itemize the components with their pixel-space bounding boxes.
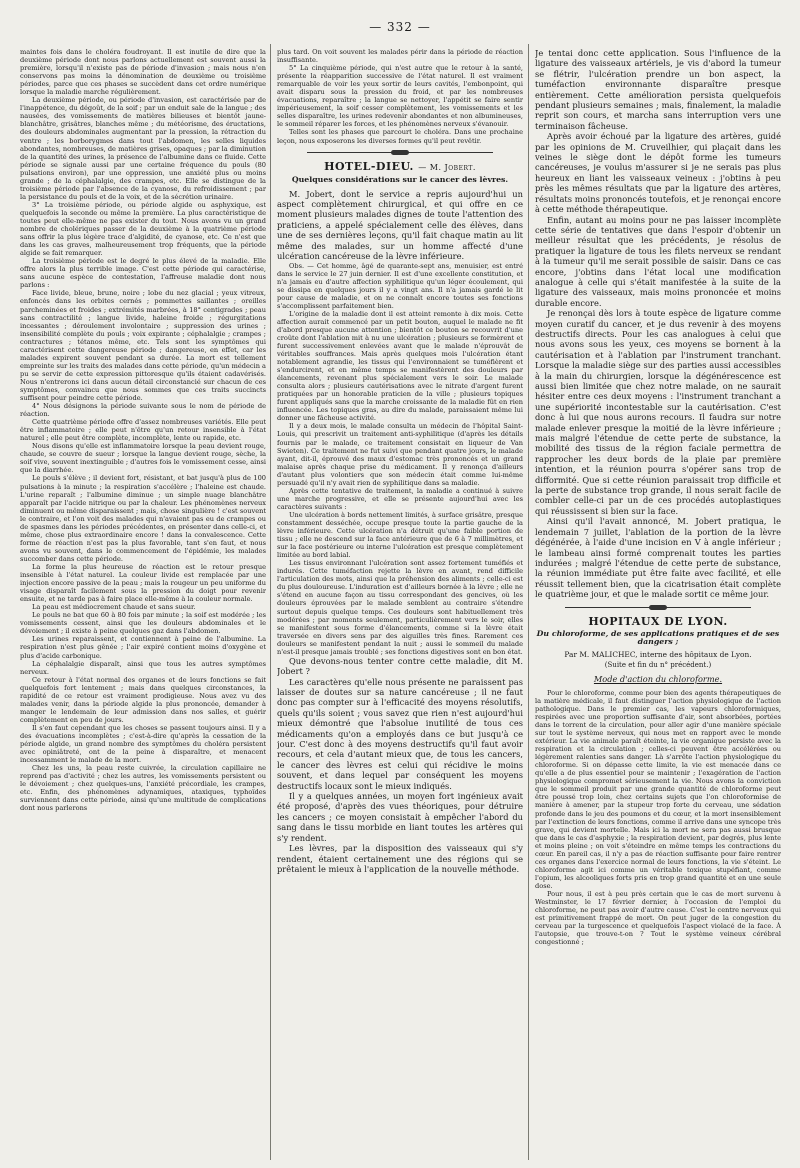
continuation-note: (Suite et fin du n° précédent.)	[604, 660, 712, 669]
byline: Par M. MALICHEC, interne des hôpitaux de Lyon.	[564, 649, 752, 659]
paragraph: Le pouls ne bat que 60 à 80 fois par minute ; la soif est modérée ; les vomissements cessent, ainsi que les douleurs abdominales et le dévoiement ; il existe à peine quelques gaz dans l'abdomen.	[20, 611, 266, 636]
paragraph: Il s'en faut cependant que les choses se passent toujours ainsi. Il y a des évacuations incomplètes ; c'est-à-dire qu'après la cessation de la période algide, un grand nombre des symptômes du choléra persistent avec opiniâtreté, ont de la peine à disparaître, et menacent incessamment le malade de la mort.	[20, 723, 266, 765]
paragraph: Une ulcération à bords nettement limités, à surface grisâtre, presque constamment desséchée, occupe presque toute la partie gauche de la lèvre inférieure. Cette ulcération n'a détruit qu'une faible portion de tissu ; elle ne descend sur la face antérieure que de 6 à 7 millimètres, et sur la face postérieure ou interne l'ulcération est presque complètement limitée au bord labial.	[277, 510, 523, 560]
paragraph: L'origine de la maladie dont il est atteint remonte à dix mois. Cette affection aurait commencé par un petit bouton, auquel le malade ne fit d'abord presque aucune attention ; bientôt ce bouton se recouvrit d'une croûte dont l'ablation mit à nu une ulcération ; plusieurs se formèrent et furent successivement enlevées avant que le malade n'éprouvât de véritables souffrances. Mais après quelques mois l'ulcération étant notablement agrandie, les tissus qui l'environnaient se tuméfièrent et s'endurcirent, et en même temps se manifestèrent des douleurs par élancements, revenant plus spécialement vers le soir. Le malade consulta alors ; plusieurs cautérisations avec le nitrate d'argent furent pratiquées par un honorable praticien de la ville ; plusieurs topiques furent appliqués sans que la marche croissante de la maladie fût en rien influencée. Les topiques gras, au dire du malade, paraissaient même lui donner une fâcheuse activité.	[277, 309, 523, 423]
paragraph: Telles sont les phases que parcourt le choléra. Dans une prochaine leçon, nous exposerons les diverses formes qu'il peut revêtir.	[277, 128, 523, 145]
paragraph: Que devons-nous tenter contre cette maladie, dit M. Jobert ?	[277, 655, 523, 677]
paragraph: Ce retour à l'état normal des organes et de leurs fonctions se fait quelquefois fort lentement ; mais dans quelques circonstances, la rapidité de ce retour est vraiment prodigieuse. Nous avez vu des malades venir, dans la période algide la plus prononcée, demander à manger le lendemain de leur admission dans nos salles, et guérir complètement en peu de jours.	[20, 675, 266, 724]
column-right	[535, 48, 781, 1160]
paragraph: 4° Nous désignons la période suivante sous le nom de période de réaction.	[20, 402, 266, 419]
ornamental-divider	[565, 604, 751, 612]
paragraph: Après cette tentative de traitement, la maladie a continué à suivre une marche progressive, et elle se présente aujourd'hui avec les caractères suivants :	[277, 486, 523, 511]
lead-paragraph: M. Jobert, dont le service a repris aujourd'hui un aspect complètement chirurgical, et qui offre en ce moment plusieurs malades dignes de toute l'attention des praticiens, a appelé spécialement celle des élèves, dans une de ses dernières leçons, qu'il fait chaque matin au lit même des malades, sur un homme affecté d'une ulcération cancéreuse de la lèvre inférieure.	[277, 188, 523, 262]
paragraph: Pour le chloroforme, comme pour bien des agents thérapeutiques de la matière médicale, il faut distinguer l'action physiologique de l'action pathologique. Dans le premier cas, les vapeurs chloroformiques, respirées avec une proportion suffisante d'air, sont absorbées, portées dans le torrent de la circulation, pour aller agir d'une manière spéciale sur tout le système nerveux, qui nous met en rapport avec le monde extérieur. La vie animale paraît éteinte, la vie organique persiste avec la respiration et la circulation ; celles-ci peuvent être accélérées ou légèrement ralenties sans danger. Là s'arrête l'action physiologique du chloroforme. Si on dépasse cette limite, la vie est menacée dans ce qu'elle a de plus essentiel pour se maintenir ; l'exagération de l'action physiologique compromet sérieusement la vie. Nous avons la conviction que le sommeil produit par une grande quantité de chloroforme peut être poussé trop loin, chez certains sujets que l'on chloroformise de manière à amener, par la stupeur trop forte du cerveau, une sédation profonde dans le jeu des poumons et du cœur, et la mort insensiblement par l'extinction de leurs fonctions, comme il arrive dans une syncope très grave, qui devient mortelle. Mais ici la mort ne sera pas aussi brusque que dans le cas d'asphyxie ; la respiration devient, par degrés, plus lente et moins pleine ; on voit s'éteindre en même temps les contractions du cœur. En pareil cas, il n'y a pas de réaction suffisante pour faire rentrer ces organes dans l'exercice normal de leurs fonctions, la vie s'éteint. Le chloroforme agit ici comme un véritable toxique stupéfiant, comme l'opium, les alcooliques forts pris en trop grand quantité et en une seule dose.	[535, 688, 781, 890]
paragraph: Les caractères qu'elle nous présente ne paraissent pas laisser de doutes sur sa nature cancéreuse ; il ne faut donc pas compter sur à l'efficacité des moyens résolutifs, quels qu'ils soient ; vous savez que rien n'est aujourd'hui mieux démontré que l'absolue inutilité de tous ces médicaments qu'on a employés dans ce but jusqu'à ce jour. C'est donc à des moyens destructifs qu'il faut avoir recours, et cela d'autant mieux que, de tous les cancers, le cancer des lèvres est celui qui récidive le moins souvent, et dans lequel par conséquent les moyens destructifs locaux sont le mieux indiqués.	[277, 676, 523, 791]
column-divider	[528, 44, 529, 1160]
heading-author: — M. Jobert.	[418, 162, 476, 172]
paragraph: Je renonçai dès lors à toute espèce de ligature comme moyen curatif du cancer, et je dus revenir à des moyens destructifs directs. Pour les cas analogues à celui que nous avons sous les yeux, ces moyens se bornent à la cautérisation et à l'ablation par l'instrument tranchant. Lorsque la maladie siège sur des parties aussi accessibles à la main du chirurgien, lorsque la dégénérescence est aussi bien limitée que chez notre malade, on ne saurait hésiter entre ces deux moyens : l'instrument tranchant a une supériorité incontestable sur la cautérisation. C'est donc à lui que nous aurons recours. Il faudra sur notre malade enlever presque la moitié de la lèvre inférieure ; mais malgré l'étendue de cette perte de substance, la mobilité des tissus de la région faciale permettra de rapprocher les deux bords de la plaie par première intention, et la réunion pourra s'opérer sans trop de difformité. Que si cette réunion paraissait trop difficile et la perte de substance trop grande, il nous serait facile de combler celle-ci par un de ces procédés autoplastiques qui réussissent si bien sur la face.	[535, 308, 781, 516]
paragraph: La forme la plus heureuse de réaction est le retour presque insensible à l'état naturel. La couleur livide est remplacée par une injection encore passive de la peau ; mais la rougeur un peu uniforme du visage disparaît facilement sous la pression du doigt pour revenir ensuite, et ne tarde pas à faire place elle-même à la couleur normale.	[20, 563, 266, 604]
paragraph: Les lèvres, par la disposition des vaisseaux qui s'y rendent, étaient certainement une des régions qui se prêtaient le mieux à l'application de la nouvelle méthode.	[277, 843, 523, 874]
paragraph: 3° La troisième période, ou période algide ou asphyxique, est quelquefois la seconde ou même la première. La plus caractéristique de toutes peut elle-même ne pas exister du tout. Nous avons vu un grand nombre de cholériques passer de la deuxième à la quatrième période sans offrir la plus légère trace d'algidité, de cyanose, etc. Ce n'est que dans les cas graves, malheureusement trop fréquents, que la période algide se fait remarquer.	[20, 200, 266, 258]
subsection-title: Mode d'action du chloroforme.	[593, 673, 723, 684]
paragraph: Pour nous, il est à peu près certain que le cas de mort survenu à Westminster, le 17 février dernier, à l'occasion de l'emploi du chloroforme, ne peut pas avoir d'autre cause. C'est le centre nerveux qui est primitivement frappé de mort. On peut juger de la congestion du cerveau par la turgescence et quelquefois l'aspect violacé de la face. À l'autopsie, que trouve-t-on ? Tout le système veineux cérébral congestionné ;	[535, 889, 781, 947]
section-heading: HOPITAUX DE LYON.	[588, 614, 728, 628]
paragraph: 5° La cinquième période, qui n'est autre que le retour à la santé, présente la réapparition successive de l'état naturel. Il est vraiment remarquable de voir les yeux sortir de leurs cavités, l'embonpoint, qui avait disparu sous la pression du froid, et par les nombreuses évacuations, reparaître ; la langue se nettoyer, l'appétit se faire sentir impérieusement, la soif cesser complètement, les vomissements et les selles disparaître, les urines redevenir abondantes et non albumineuses, le sommeil réparer les forces, et les phénomènes nerveux s'évanouir.	[277, 64, 523, 129]
paragraph: Le pouls s'élève ; il devient fort, résistant, et bat jusqu'à plus de 100 pulsations à la minute ; la respiration s'accélère ; l'haleine est chaude. L'urine reparaît ; l'albumine diminue ; un simple nuage blanchâtre apparaît par l'acide nitrique ou par la chaleur. Les phénomènes nerveux diminuent ou même disparaissent ; mais, chose singulière ! c'est souvent le contraire, et l'on voit des malades qui n'avaient pas eu de crampes ou de spasmes dans les périodes précédentes, en présenter dans celle-ci, et même, chose plus extraordinaire encore ! dans la convalescence. Cette forme de réaction n'est pas la plus favorable, tant s'en faut, et nous avons vu souvent, dans le commencement de l'épidémie, les malades succomber dans cette période.	[20, 474, 266, 563]
column-divider	[270, 44, 271, 1160]
paragraph: Obs. — Cet homme, âgé de quarante-sept ans, menuisier, est entré dans le service le 27 juin dernier. Il est d'une excellente constitution, et n'a jamais eu d'autre affection syphilitique qu'un léger écoulement, qui se dissipa en quelques jours il y a vingt ans. Il n'a jamais gardé le lit pour cause de maladie, et on ne connaît encore toutes ses fonctions s'accomplissent parfaitement bien.	[277, 261, 523, 310]
ornamental-divider	[307, 149, 493, 157]
paragraph: La deuxième période, ou période d'invasion, est caractérisée par de l'inappétence, du dégoût, de la soif ; par un enduit sale de la langue ; des nausées, des vomissements de matières bilieuses et bientôt jaune-blanchâtre, grisâtres, blanches même ; du météorisme, des éructations, des douleurs abdominales augmentant par la pression, la rétraction du ventre ; les borborygmes dans tout l'abdomen, les selles liquides abondantes, nombreuses, de matières grises, opaques ; par la diminution de la quantité des urines, la présence de l'albumine dans ce fluide. Cette période se signale aussi par une certaine fréquence du pouls (80 pulsations environ), par une oppression, une anxiété plus ou moins grande ; de la céphalalgie, des crampes, etc. Elle se distingue de la troisième période par l'absence de la cyanose, du refroidissement ; par la persistance du pouls et de la voix, et de la sécrétion urinaire.	[20, 96, 266, 201]
paragraph: Il y a quelques années, un moyen fort ingénieux avait été proposé, d'après des vues théoriques, pour détruire les cancers ; ce moyen consistait à empêcher l'abord du sang dans le tissu morbide en liant toutes les artères qui s'y rendent.	[277, 791, 523, 843]
paragraph: Les tissus environnant l'ulcération sont assez fortement tuméfiés et indurés. Cette tuméfaction rejette la lèvre en avant, rend difficile l'articulation des mots, ainsi que la préhension des aliments ; celle-ci est du plus douloureuse. L'induration est d'ailleurs bornée à la lèvre ; elle ne s'étend en aucune façon au tissu correspondant des gencives, où les douleurs éprouvées par le malade semblent au contraire s'étendre surtout depuis quelque temps. Ces douleurs sont habituellement très modérées ; par moments seulement, particulièrement vers le soir, elles se manifestent sous forme d'élancements, comme si la lèvre était traversée en divers sens par des aiguilles très fines. Rarement ces douleurs se manifestent pendant la nuit ; aussi le sommeil du malade n'est-il presque jamais troublé ; ses fonctions digestives sont en bon état.	[277, 559, 523, 656]
paragraph: Nous disons qu'elle est inflammatoire lorsque la peau devient rouge, chaude, se couvre de sueur ; lorsque la langue devient rouge, sèche, la soif vive, souvent inextinguible ; d'autres fois le vomissement cesse, ainsi que la diarrhée.	[20, 442, 266, 475]
paragraph: Après avoir échoué par la ligature des artères, guidé par les opinions de M. Cruveilhier, qui plaçait dans les veines le siège dont le dépôt forme les tumeurs cancéreuses, je voulus m'assurer si je ne serais pas plus heureux en liant les vaisseaux veineux : j'obtins à peu près les mêmes résultats que par la ligature des artères, résultats moins prononcés toutefois, et je renonçai encore à cette méthode thérapeutique.	[535, 131, 781, 215]
paragraph: Cette quatrième période offre d'assez nombreuses variétés. Elle peut être inflammatoire ; elle peut n'être qu'un retour insensible à l'état naturel ; elle peut être complète, incomplète, lente ou rapide, etc.	[20, 418, 266, 443]
paragraph: Face livide, bleue, brune, noire ; lobe du nez glacial ; yeux vitreux, enfoncés dans les orbites cernés ; pommettes saillantes ; oreilles parcheminées et froides ; extrémités marbrées, à 18° centigrades ; peau sans contractilité ; langue livide, haleine froide ; régurgitations incessantes ; déroulement involontaire ; suppression des urines ; insensibilité complète du pouls ; voix expirante ; céphalalgie ; crampes ; contractures ; tétanos même, etc. Tels sont les symptômes qui caractérisent cette dangereuse période ; dangereuse, en effet, car les malades expirent souvent pendant sa durée. La mort est tellement empreinte sur les traits des malades dans cette période, qu'un médecin a pu se servir de cette expression pittoresque qu'ils étaient cadavérisés. Nous n'entrerons ici dans aucun détail circonstancié sur chacun de ces symptômes, convaincu que nous sommes que ces traits succincts suffisent pour peindre cette période.	[20, 289, 266, 403]
paragraph: Chez les uns, la peau reste cuivrée, la circulation capillaire ne reprend pas d'activité ; chez les autres, les vomissements persistent ou le dévoiement ; chez quelques-uns, l'anxiété précordiale, les crampes, etc. Enfin, des phénomènes adynamiques, ataxiques, typhoïdes surviennent dans cette période, ainsi qu'une multitude de complications dont nous parlerons	[20, 764, 266, 813]
column-left	[20, 48, 266, 1160]
article-subheading: Du chloroforme, de ses applications pratiques et de ses dangers ;	[536, 628, 780, 646]
paragraph: Enfin, autant au moins pour ne pas laisser incomplète cette série de tentatives que dans l'espoir d'obtenir un meilleur résultat que les précédents, je résolus de pratiquer la ligature de tous les filets nerveux se rendant à la tumeur qu'il me serait possible de saisir. Dans ce cas encore, j'obtins dans l'état local une modification analogue à celle qui s'était manifestée à la suite de la ligature des vaisseaux, mais moins prononcée et moins durable encore.	[535, 214, 781, 308]
paragraph: plus tard. On voit souvent les malades périr dans la période de réaction insuffisante.	[277, 48, 523, 65]
paragraph: Les urines reparaissent, et contiennent à peine de l'albumine. La respiration n'est plus gênée ; l'air expiré contient moins d'oxygène et plus d'acide carbonique.	[20, 635, 266, 660]
paragraph: Il y a deux mois, le malade consulta un médecin de l'hôpital Saint-Louis, qui prescrivit un traitement anti-syphilitique (d'après les détails fournis par le malade, ce traitement consistait en liqueur de Van Swieten). Ce traitement ne fut suivi que pendant quatre jours, le malade ayant, dit-il, éprouvé des maux d'estomac très prononcés et un grand malaise après chaque prise du médicament. Il y renonça d'ailleurs d'autant plus volontiers que son médecin était comme lui-même persuadé qu'il n'y avait rien de syphilitique dans sa maladie.	[277, 422, 523, 487]
column-middle	[277, 48, 523, 1160]
heading-text: HOTEL-DIEU.	[324, 159, 414, 173]
article-subheading: Quelques considérations sur le cancer des lèvres.	[291, 174, 509, 184]
paragraph: Ainsi qu'il l'avait annoncé, M. Jobert pratiqua, le lendemain 7 juillet, l'ablation de la portion de la lèvre dégénérée, à l'aide d'une incision en V à angle inférieur ; le lambeau ainsi formé comprenait toutes les parties indurées ; malgré l'étendue de cette perte de substance, la réunion immédiate put être faite avec facilité, et elle réussit tellement bien, que la cicatrisation était complète le quatrième jour, et que le malade sortit ce même jour.	[535, 516, 781, 600]
paragraph: maintes fois dans le choléra foudroyant. Il est inutile de dire que la deuxième période dont nous parlons actuellement est souvent aussi la première, lorsqu'il n'existe pas de période d'invasion ; mais nous n'en conservons pas moins la dénomination de deuxième ou troisième périodes, parce que ces phases se succèdent dans cet ordre numérique lorsque la maladie marche régulièrement.	[20, 48, 266, 97]
paragraph: La céphalalgie disparaît, ainsi que tous les autres symptômes nerveux.	[20, 659, 266, 676]
paragraph: La troisième période est le degré le plus élevé de la maladie. Elle offre alors la plus terrible image. C'est cette période qui caractérise, sans aucune espèce de contestation, l'affreuse maladie dont nous parlons :	[20, 257, 266, 290]
page-number: — 332 —	[369, 20, 431, 34]
paragraph: La peau est médiocrement chaude et sans sueur.	[32, 603, 196, 612]
paragraph: Je tentai donc cette application. Sous l'influence de la ligature des vaisseaux artériels, je vis d'abord la tumeur se flétrir, l'ulcération prendre un bon aspect, la tuméfaction environnante disparaître presque entièrement. Cette amélioration persista quelquefois pendant plusieurs semaines ; mais, finalement, la maladie reprit son cours, et marcha sans interruption vers une terminaison fâcheuse.	[535, 48, 781, 131]
section-heading	[277, 159, 523, 173]
